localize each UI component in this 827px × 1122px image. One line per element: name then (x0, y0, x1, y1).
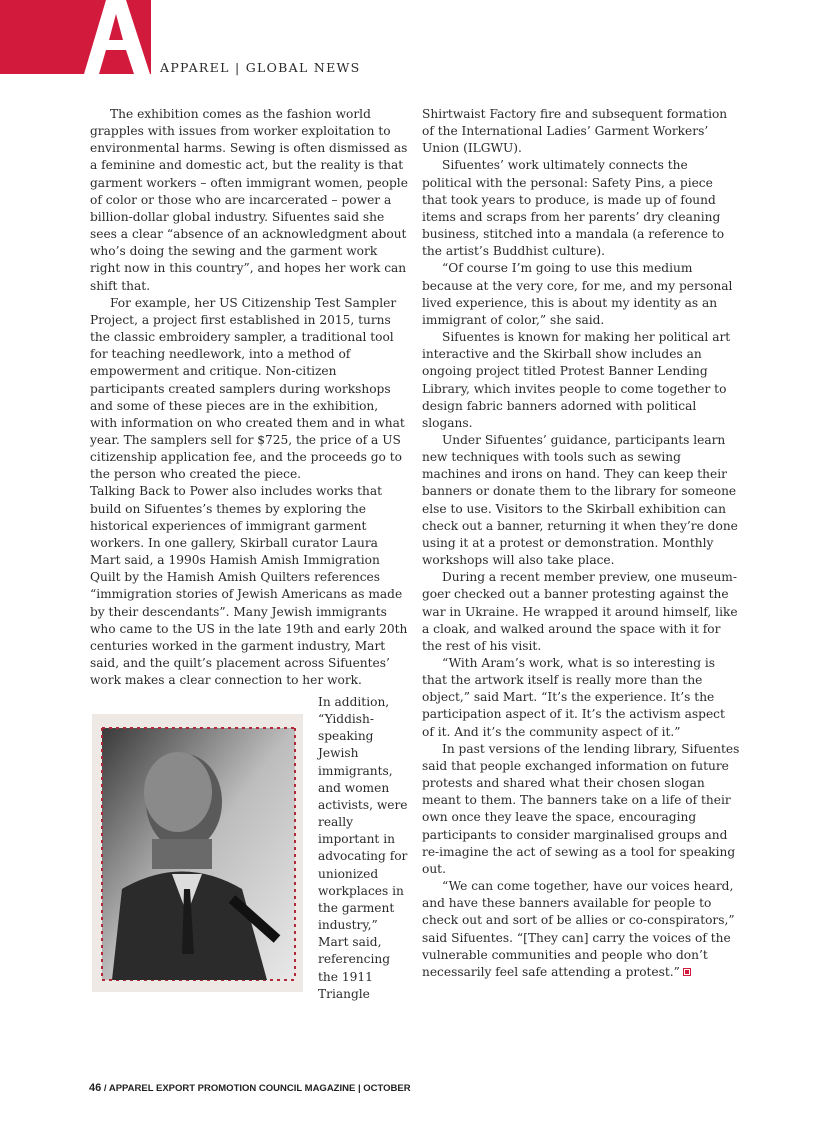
section-label: APPAREL | GLOBAL NEWS (160, 60, 361, 75)
footer-separator: / (101, 1083, 109, 1094)
article-left-column (90, 106, 408, 689)
article-paragraph: During a recent member preview, one museum-goer checked out a banner protesting against the war in Ukraine. He wrapped it around himself, like a cloak, and walked around the space with it for the rest of his visit. (422, 570, 738, 653)
article-paragraph-wrap: In addition, “Yiddish-speaking Jewish immigrants, and women activists, were really important in advocating for unionized workplaces in the garment industry,” Mart said, referencing the 1911 Triangle (318, 695, 408, 1001)
embroidered-portrait-image (92, 714, 303, 992)
article-paragraph: Sifuentes is known for making her political art interactive and the Skirball show includes an ongoing project titled Protest Banner Lending Library, which invites people to come together to design fabric banners adorned with political slogans. (422, 330, 731, 430)
end-of-article-icon (683, 968, 691, 976)
article-paragraph: Talking Back to Power also includes works that build on Sifuentes’s themes by exploring the historical experiences of immigrant garment workers. In one gallery, Skirball curator Laura Mart said, a 1990s Hamish Amish Immigration Quilt by the Hamish Amish Quilters references “immigration stories of Jewish Americans as made by their descendants”. Many Jewish immigrants who came to the US in the late 19th and early 20th centuries worked in the garment industry, Mart said, and the quilt’s placement across Sifuentes’ work makes a clear connection to her work. (90, 484, 408, 688)
article-paragraph: “With Aram’s work, what is so interesting is that the artwork itself is really more than the object,” said Mart. “It’s the experience. It’s the participation aspect of it. It’s the activism aspect of it. And it’s the community aspect of it.” (422, 656, 725, 739)
article-paragraph: In past versions of the lending library, Sifuentes said that people exchanged information on future protests and shared what their chosen slogan meant to them. The banners take on a life of their own once they leave the space, encouraging participants to consider marginalised groups and re-imagine the act of sewing as a tool for speaking out. (422, 741, 740, 876)
publication-name: APPAREL EXPORT PROMOTION COUNCIL MAGAZINE | OCTOBER (108, 1083, 411, 1094)
article-paragraph: For example, her US Citizenship Test Sampler Project, a project first established in 2015, turns the classic embroidery sampler, a traditional tool for teaching needlework, into a method of empowerment and critique. Non-citizen participants created samplers during workshops and some of these pieces are in the exhibition, with information on who created them and in what year. The samplers sell for $725, the price of a US citizenship application fee, and the proceeds go to the person who created the piece. (90, 295, 405, 482)
article-paragraph: Under Sifuentes’ guidance, participants learn new techniques with tools such as sewing machines and irons on hand. They can keep their banners or donate them to the library for someone else to use. Visitors to the Skirball exhibition can check out a banner, returning it when they’re done using it at a protest or demonstration. Monthly workshops will also take place. (422, 432, 738, 568)
article-right-column (422, 106, 740, 981)
page-number: 46 (89, 1082, 102, 1094)
article-paragraph: Sifuentes’ work ultimately connects the political with the personal: Safety Pins, a piece that took years to produce, is made up of found items and scraps from her parents’ dry cleaning business, stitched into a mandala (a reference to the artist’s Buddhist culture). (422, 158, 725, 259)
page-footer (89, 1082, 411, 1094)
article-paragraph: Shirtwaist Factory fire and subsequent formation of the International Ladies’ Garment Workers’ Union (ILGWU). (422, 107, 728, 156)
article-paragraph-text: “We can come together, have our voices heard, and have these banners available for people to check out and sort of be allies or co-conspirators,” said Sifuentes. “[They can] carry the voices of the vulnerable communities and people who don’t necessarily feel safe attending a protest.” (422, 879, 735, 979)
article-paragraph-last (422, 878, 740, 981)
article-paragraph: The exhibition comes as the fashion world grapples with issues from worker exploitation to environmental harms. Sewing is often dismissed as a feminine and domestic act, but the reality is that garment workers – often immigrant women, people of color or those who are incarcerated – power a billion-dollar global industry. Sifuentes said she sees a clear “absence of an acknowledgment about who’s doing the sewing and the garment work right now in this country”, and hopes her work can shift that. (90, 107, 408, 293)
article-paragraph: “Of course I’m going to use this medium because at the very core, for me, and my personal lived experience, this is about my identity as an immigrant of color,” she said. (422, 261, 733, 327)
magazine-logo-letter (84, 0, 150, 74)
